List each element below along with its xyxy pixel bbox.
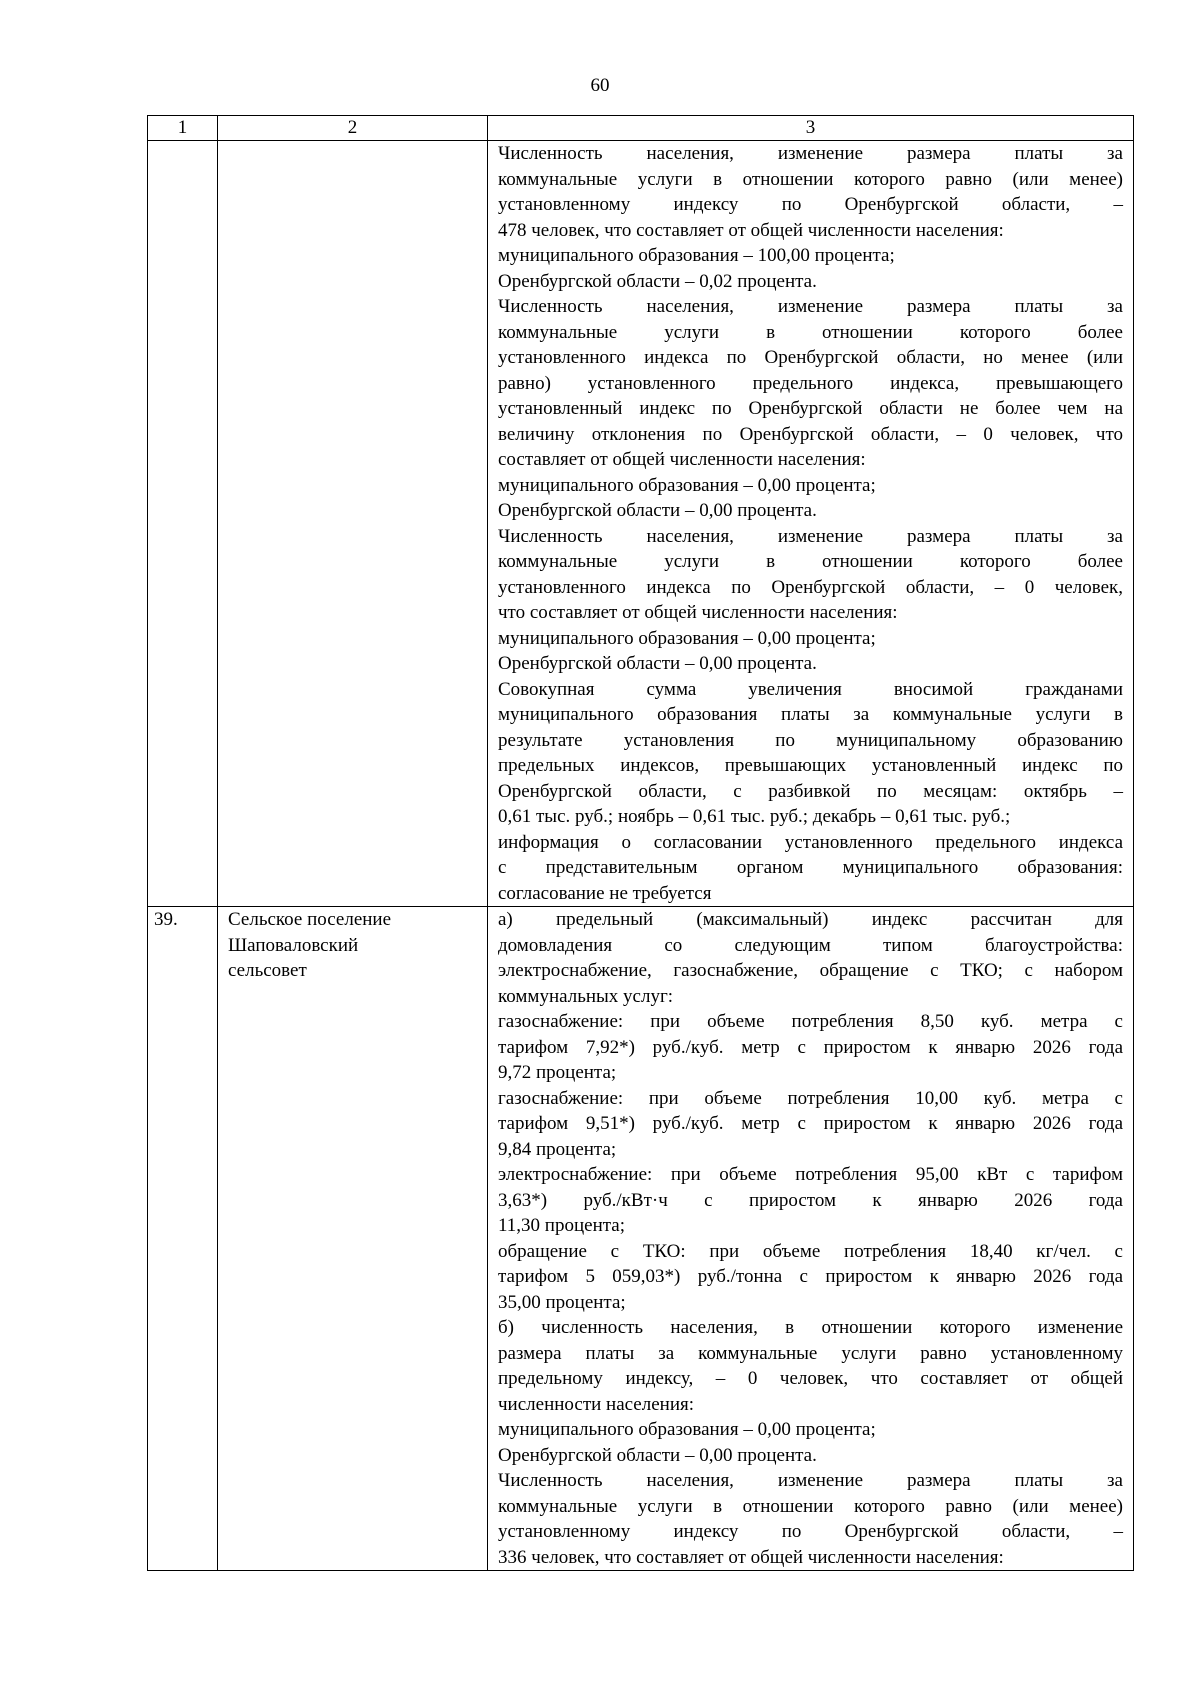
text-line: электроснабжение: при объеме потребления 95,00 кВт с тарифом [498,1164,1123,1185]
municipality-name-line: Шаповаловский [228,934,359,956]
text-line: домовладения со следующим типом благоустройства: [498,934,1123,956]
municipality-name-line: сельсовет [228,960,307,981]
text-line: 0,61 тыс. руб.; ноябрь – 0,61 тыс. руб.; декабрь – 0,61 тыс. руб.; [498,806,1011,827]
text-line: коммунальных услуг: [498,985,674,1007]
text-line: с представительным органом муниципального образования: [498,857,1123,878]
row-number-cell [148,141,218,907]
text-line: Численность населения, изменение размера платы за [498,1470,1123,1491]
text-line: обращение с ТКО: при объеме потребления 18,40 кг/чел. с [498,1240,1123,1262]
text-line: Совокупная сумма увеличения вносимой гражданами [498,678,1123,700]
text-line: 9,72 процента; [498,1062,617,1083]
text-line: муниципального образования платы за коммунальные услуги в [498,704,1123,725]
text-line: газоснабжение: при объеме потребления 10,00 куб. метра с [498,1087,1123,1109]
text-line: муниципального образования – 100,00 процента; [498,245,895,266]
header-col-2: 2 [218,116,488,141]
text-line: 11,30 процента; [498,1215,625,1236]
text-line: тарифом 9,51*) руб./куб. метр с приростом к январю 2026 года [498,1113,1123,1134]
row-number-cell: 39. [148,907,218,1571]
text-line: Оренбургской области – 0,00 процента. [498,500,817,521]
indicator-text-cell [488,907,1134,1571]
text-line: предельных индексов, превышающих установленный индекс по [498,755,1123,776]
text-line: равно) установленного предельного индекса, превышающего [498,372,1123,394]
table-row-continuation [148,141,1134,907]
text-line: Оренбургской области – 0,00 процента. [498,653,817,674]
text-line: что составляет от общей численности населения: [498,602,898,623]
text-line: согласование не требуется [498,882,712,904]
text-line: коммунальные услуги в отношении которого более [498,321,1123,343]
text-line: результате установления по муниципальному образованию [498,729,1123,751]
text-line: численности населения: [498,1393,695,1415]
municipality-name-cell [218,141,488,907]
text-line: 336 человек, что составляет от общей численности населения: [498,1546,1004,1568]
table-header-row [148,116,1134,141]
text-line: установленному индексу по Оренбургской области, – [498,194,1123,215]
header-col-3: 3 [488,116,1134,141]
text-line: установленный индекс по Оренбургской области не более чем на [498,398,1123,419]
table-row-39 [148,907,1134,1571]
text-line: 478 человек, что составляет от общей численности населения: [498,219,1004,241]
text-line: Оренбургской области – 0,00 процента. [498,1444,817,1466]
page-number: 60 [590,75,610,96]
text-line: 35,00 процента; [498,1291,626,1313]
regions-table [147,115,1134,1571]
text-line: составляет от общей численности населения: [498,449,866,470]
text-line: а) предельный (максимальный) индекс рассчитан для [498,909,1123,930]
text-line: Оренбургской области – 0,02 процента. [498,270,817,292]
text-line: информация о согласовании установленного предельного индекса [498,831,1123,853]
municipality-name-cell [218,907,488,1571]
text-line: величину отклонения по Оренбургской области, – 0 человек, что [498,423,1123,445]
text-line: муниципального образования – 0,00 процента; [498,1419,876,1440]
text-line: размера платы за коммунальные услуги равно установленному [498,1342,1123,1364]
text-line: тарифом 7,92*) руб./куб. метр с приростом к январю 2026 года [498,1036,1123,1058]
text-line: тарифом 5 059,03*) руб./тонна с приростом к январю 2026 года [498,1266,1123,1287]
text-line: установленному индексу по Оренбургской области, – [498,1521,1123,1542]
municipality-name-line: Сельское поселение [228,909,392,930]
indicator-text-cell [488,141,1134,907]
text-line: Численность населения, изменение размера платы за [498,143,1123,164]
text-line: 3,63*) руб./кВт·ч с приростом к январю 2026 года [498,1189,1123,1211]
text-line: установленного индекса по Оренбургской области, – 0 человек, [498,576,1123,598]
text-line: Численность населения, изменение размера платы за [498,296,1123,317]
text-line: 9,84 процента; [498,1138,617,1160]
text-line: коммунальные услуги в отношении которого более [498,551,1123,572]
text-line: Оренбургской области, с разбивкой по месяцам: октябрь – [498,780,1123,802]
text-line: предельному индексу, – 0 человек, что составляет от общей [498,1368,1123,1389]
text-line: Численность населения, изменение размера платы за [498,525,1123,547]
text-line: муниципального образования – 0,00 процента; [498,474,876,496]
text-line: газоснабжение: при объеме потребления 8,50 куб. метра с [498,1011,1123,1032]
text-line: б) численность населения, в отношении которого изменение [498,1317,1123,1338]
header-col-1: 1 [148,116,218,141]
text-line: коммунальные услуги в отношении которого равно (или менее) [498,1495,1123,1517]
text-line: муниципального образования – 0,00 процента; [498,627,876,649]
text-line: электроснабжение, газоснабжение, обращение с ТКО; с набором [498,960,1123,981]
text-line: коммунальные услуги в отношении которого равно (или менее) [498,168,1123,190]
text-line: установленного индекса по Оренбургской области, но менее (или [498,347,1123,368]
